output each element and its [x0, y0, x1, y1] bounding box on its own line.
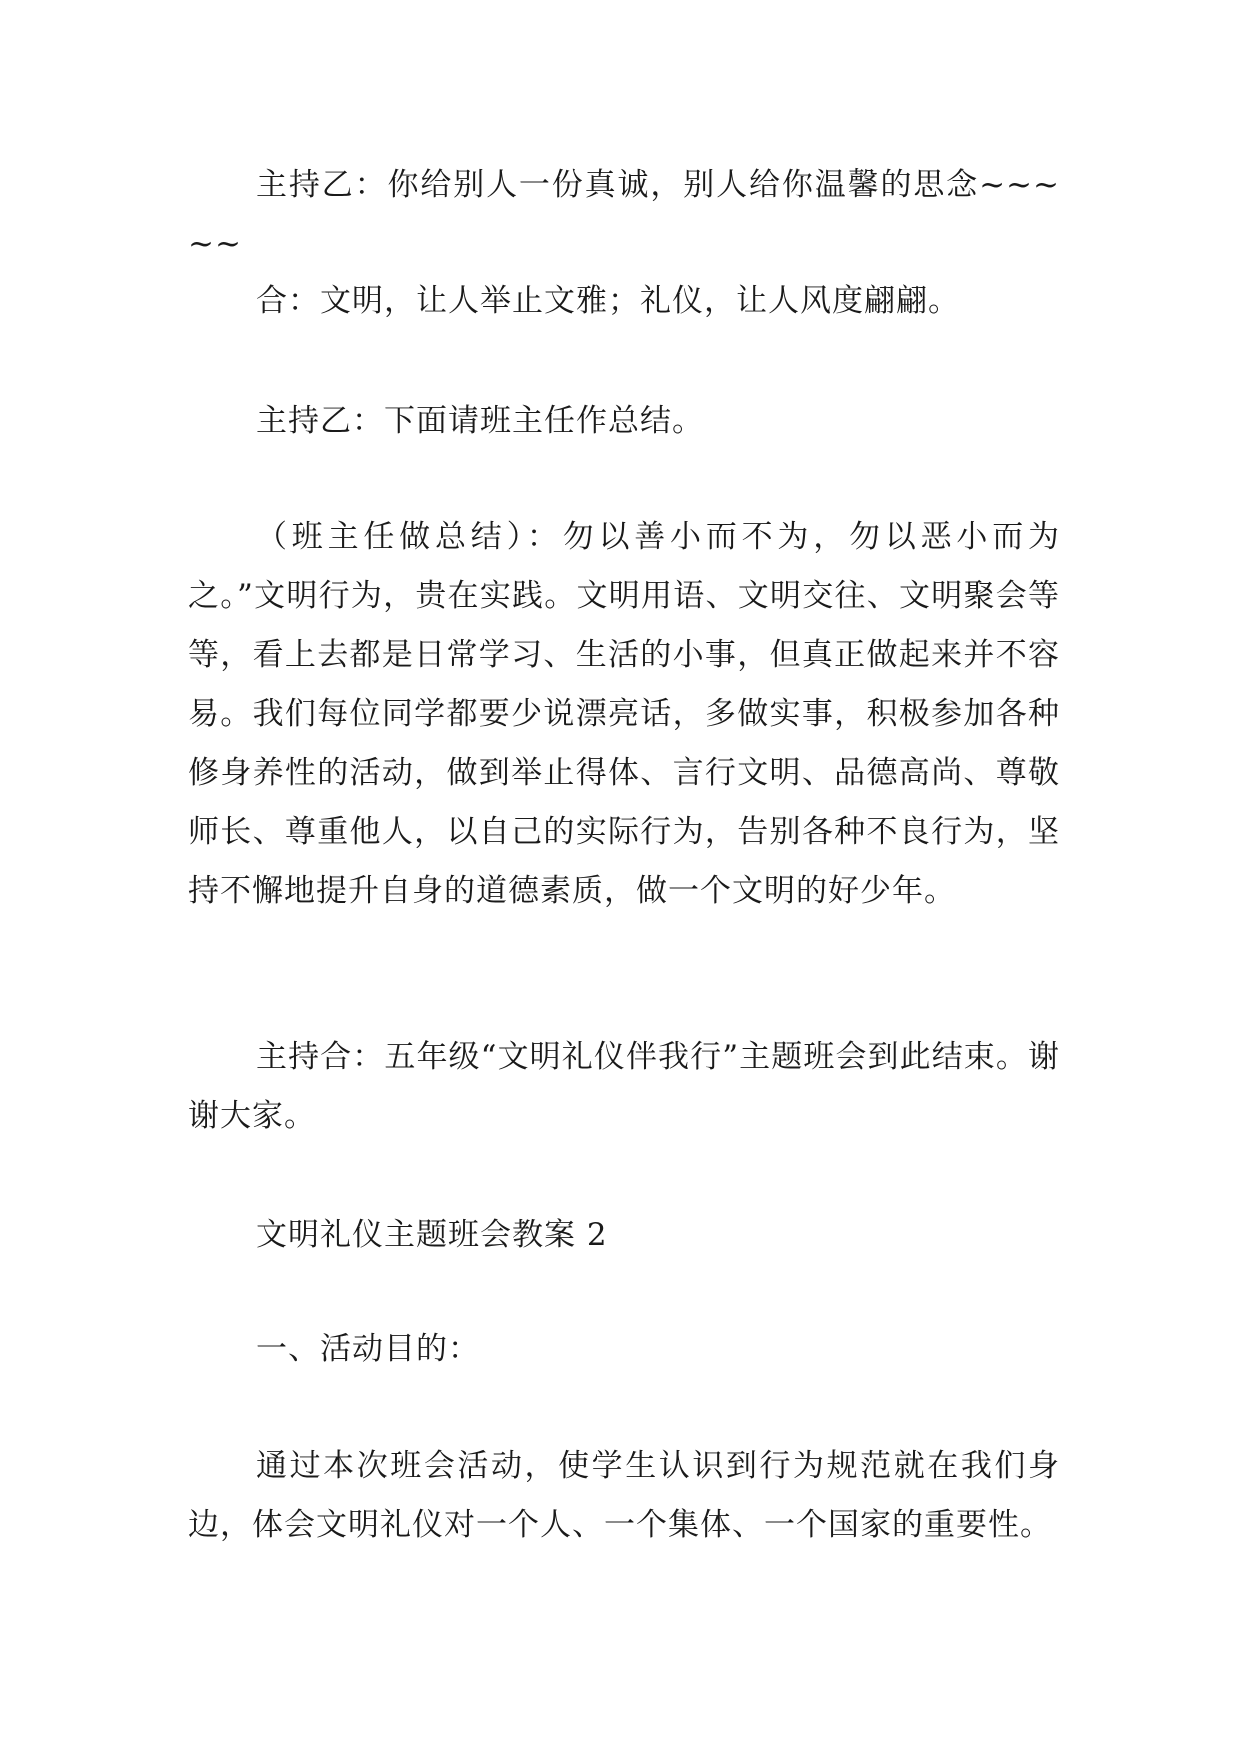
paragraph-together-civility: 合：文明，让人举止文雅；礼仪，让人风度翩翩。	[256, 283, 960, 319]
heading-activity-goals: 一、活动目的：	[256, 1331, 480, 1367]
paragraph-host-b-sincerity: 主持乙：你给别人一份真诚，别人给你温馨的思念~~~~~	[188, 167, 1060, 262]
paragraph-host-b-summary-intro: 主持乙：下面请班主任作总结。	[256, 403, 704, 439]
section-title-lesson-plan-2: 文明礼仪主题班会教案 2	[256, 1217, 608, 1253]
paragraph-activity-goals: 通过本次班会活动，使学生认识到行为规范就在我们身边，体会文明礼仪对一个人、一个集体、一个国家的重要性。	[188, 1448, 1060, 1543]
paragraph-teacher-summary: （班主任做总结）：勿以善小而不为，勿以恶小而为之。”文明行为，贵在实践。文明用语、文明交往、文明聚会等等，看上去都是日常学习、生活的小事，但真正做起来并不容易。我们每位同学都要少说漂亮话，多做实事，积极参加各种修身养性的活动，做到举止得体、言行文明、品德高尚、尊敬师长、尊重他人，以自己的实际行为，告别各种不良行为，坚持不懈地提升自身的道德素质，做一个文明的好少年。	[188, 519, 1060, 909]
paragraph-hosts-closing: 主持合：五年级“文明礼仪伴我行”主题班会到此结束。谢谢大家。	[188, 1039, 1060, 1134]
